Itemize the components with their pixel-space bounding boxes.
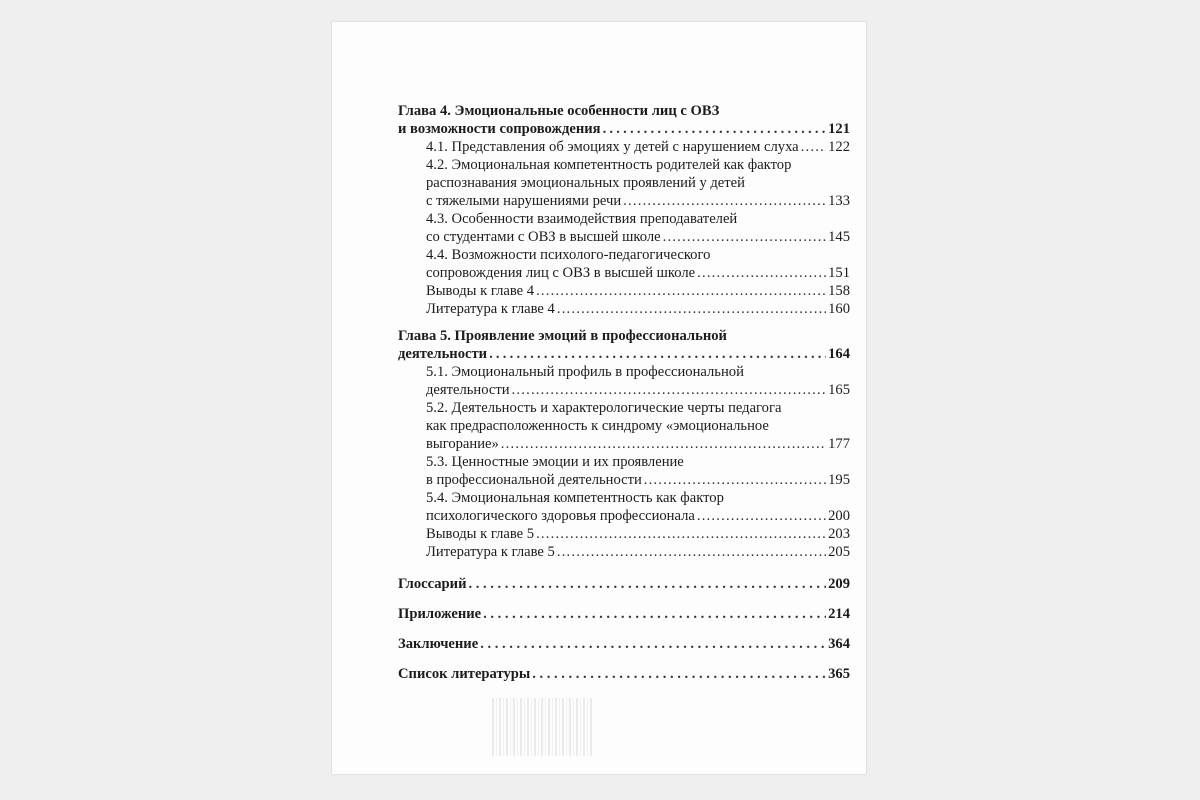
toc-appendix[interactable]: Приложение ..... 214 <box>398 605 850 623</box>
chapter-4-entry[interactable]: и возможности сопровождения ..... 121 <box>398 120 850 138</box>
toc-references-5[interactable]: Литература к главе 5 ..... 205 <box>398 543 850 561</box>
toc-section-5-3-line-1: 5.3. Ценностные эмоции и их проявление <box>426 454 684 470</box>
toc-section-5-1-line-1: 5.1. Эмоциональный профиль в профессиональной <box>426 364 744 380</box>
table-of-contents <box>398 102 850 683</box>
toc-section-4-4[interactable]: сопровождения лиц с ОВЗ в высшей школе ..... 151 <box>398 264 850 282</box>
toc-section-5-1[interactable]: деятельности ..... 165 <box>398 381 850 399</box>
toc-conclusion[interactable]: Заключение ..... 364 <box>398 635 850 653</box>
toc-section-4-2-line-2: распознавания эмоциональных проявлений у детей <box>426 175 745 191</box>
toc-conclusions-4[interactable]: Выводы к главе 4 ..... 158 <box>398 282 850 300</box>
chapter-5-entry[interactable]: деятельности ..... 164 <box>398 345 850 363</box>
toc-section-5-2[interactable]: выгорание» ..... 177 <box>398 435 850 453</box>
toc-section-5-4-line-1: 5.4. Эмоциональная компетентность как фактор <box>426 490 724 506</box>
book-page <box>332 22 866 774</box>
toc-section-4-1[interactable]: 4.1. Представления об эмоциях у детей с нарушением слуха ..... 122 <box>398 138 850 156</box>
toc-bibliography[interactable]: Список литературы ..... 365 <box>398 665 850 683</box>
page-number: 121 <box>828 121 850 137</box>
toc-section-5-2-line-1: 5.2. Деятельность и характерологические черты педагога <box>426 400 782 416</box>
toc-section-5-2-line-2: как предрасположенность к синдрому «эмоциональное <box>426 418 769 434</box>
toc-section-4-3-line-1: 4.3. Особенности взаимодействия преподавателей <box>426 211 738 227</box>
toc-section-4-4-line-1: 4.4. Возможности психолого-педагогического <box>426 247 711 263</box>
chapter-5-title-line-1: Глава 5. Проявление эмоций в профессиональной <box>398 328 727 344</box>
page-number: 164 <box>828 346 850 362</box>
toc-glossary[interactable]: Глоссарий ..... 209 <box>398 575 850 593</box>
toc-section-5-3[interactable]: в профессиональной деятельности ..... 195 <box>398 471 850 489</box>
toc-conclusions-5[interactable]: Выводы к главе 5 ..... 203 <box>398 525 850 543</box>
chapter-4-title-line-1: Глава 4. Эмоциональные особенности лиц с ОВЗ <box>398 103 720 119</box>
barcode-show-through <box>492 698 592 756</box>
toc-section-5-4[interactable]: психологического здоровья профессионала ..... 200 <box>398 507 850 525</box>
toc-section-4-3[interactable]: со студентами с ОВЗ в высшей школе ..... 145 <box>398 228 850 246</box>
toc-section-4-2-line-1: 4.2. Эмоциональная компетентность родителей как фактор <box>426 157 792 173</box>
toc-references-4[interactable]: Литература к главе 4 ..... 160 <box>398 300 850 318</box>
toc-section-4-2[interactable]: с тяжелыми нарушениями речи ..... 133 <box>398 192 850 210</box>
